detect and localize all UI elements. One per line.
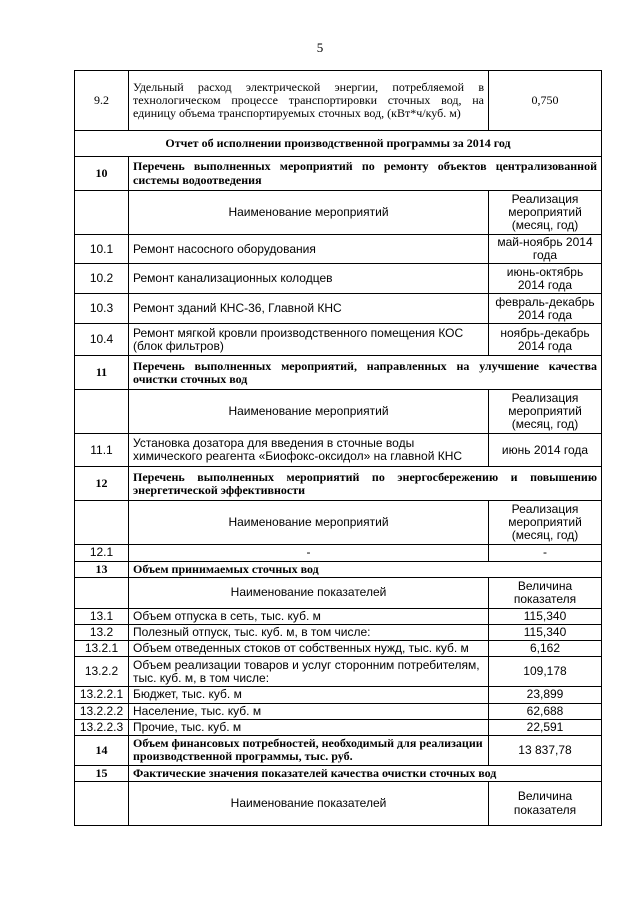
row-number: 13.2.2.2 [75,703,129,719]
column-header-name: Наименование мероприятий [129,390,489,434]
row-number: 13.1 [75,608,129,624]
section-number: 13 [75,561,129,577]
section-number: 15 [75,765,129,781]
row-value: 62,688 [489,703,602,719]
empty-cell [75,191,129,235]
section-header-row [75,131,602,157]
program-report-table [74,70,602,826]
table-row [75,545,602,561]
row-number: 10.1 [75,235,129,264]
section-title: Фактические значения показателей качества очистки сточных вод [129,765,602,781]
column-header-name: Наименование мероприятий [129,191,489,235]
table-row [75,294,602,324]
column-header-name: Наименование показателей [129,577,489,608]
row-period: июнь 2014 года [489,434,602,467]
row-value: 23,899 [489,687,602,703]
row-value: 115,340 [489,624,602,640]
row-name: Объем отпуска в сеть, тыс. куб. м [129,608,489,624]
table-row [75,641,602,657]
section-title-row [75,467,602,501]
row-period: ноябрь-декабрь 2014 года [489,324,602,356]
table-row [75,687,602,703]
column-header-name: Наименование мероприятий [129,501,489,545]
row-number: 13.2.2.1 [75,687,129,703]
column-header-implementation: Реализация мероприятий (месяц, год) [489,390,602,434]
section-title: Перечень выполненных мероприятий по ремонту объектов централизованной системы водоотведения [129,157,602,191]
column-header-row [75,191,602,235]
row-period: февраль-декабрь 2014 года [489,294,602,324]
section-title: Перечень выполненных мероприятий по энергосбережению и повышению энергетической эффективности [129,467,602,501]
row-number: 10.2 [75,264,129,294]
section-number: 10 [75,157,129,191]
row-name: Установка дозатора для введения в сточные воды химического реагента «Биофокс-оксидол» на главной КНС [129,434,489,467]
table-row [75,434,602,467]
row-name: Ремонт насосного оборудования [129,235,489,264]
section-title-row [75,157,602,191]
section-title-row [75,765,602,781]
table-row [75,324,602,356]
column-header-row [75,577,602,608]
row-name: Ремонт мягкой кровли производственного помещения КОС (блок фильтров) [129,324,489,356]
row-period: май-ноябрь 2014 года [489,235,602,264]
empty-cell [75,390,129,434]
section-title-row [75,735,602,765]
table-row [75,703,602,719]
column-header-value: Величина показателя [489,782,602,826]
table-row [75,624,602,640]
column-header-implementation: Реализация мероприятий (месяц, год) [489,501,602,545]
section-title-row [75,356,602,390]
row-number: 13.2.2.3 [75,719,129,735]
row-period: июнь-октябрь 2014 года [489,264,602,294]
row-value: 22,591 [489,719,602,735]
row-name: Объем отведенных стоков от собственных нужд, тыс. куб. м [129,641,489,657]
column-header-name: Наименование показателей [129,782,489,826]
row-value: 6,162 [489,641,602,657]
table-row [75,71,602,131]
empty-cell [75,782,129,826]
row-name: Бюджет, тыс. куб. м [129,687,489,703]
row-number: 13.2.2 [75,657,129,687]
table-row [75,657,602,687]
column-header-row [75,782,602,826]
row-period: - [489,545,602,561]
section-number: 12 [75,467,129,501]
table-row [75,608,602,624]
table-row [75,264,602,294]
row-name: - [129,545,489,561]
section-number: 11 [75,356,129,390]
column-header-implementation: Реализация мероприятий (месяц, год) [489,191,602,235]
row-name: Население, тыс. куб. м [129,703,489,719]
row-name: Ремонт канализационных колодцев [129,264,489,294]
row-description: Удельный расход электрической энергии, потребляемой в технологическом процессе транспортировки сточных вод, на единицу объема транспортируемых сточных вод, (кВт*ч/куб. м) [129,71,489,131]
row-number: 9.2 [75,71,129,131]
table-row [75,719,602,735]
row-number: 11.1 [75,434,129,467]
row-number: 12.1 [75,545,129,561]
section-number: 14 [75,735,129,765]
empty-cell [75,501,129,545]
row-name: Прочие, тыс. куб. м [129,719,489,735]
row-number: 10.4 [75,324,129,356]
row-name: Полезный отпуск, тыс. куб. м, в том числе: [129,624,489,640]
row-number: 13.2.1 [75,641,129,657]
row-value: 109,178 [489,657,602,687]
empty-cell [75,577,129,608]
table-row [75,235,602,264]
row-value: 0,750 [489,71,602,131]
page-number: 5 [316,40,324,55]
row-name: Объем реализации товаров и услуг сторонним потребителям, тыс. куб. м, в том числе: [129,657,489,687]
section-title-row [75,561,602,577]
section-title: Объем принимаемых сточных вод [129,561,602,577]
row-number: 13.2 [75,624,129,640]
section-title: Объем финансовых потребностей, необходимый для реализации производственной программы, тыс. руб. [129,735,489,765]
column-header-value: Величина показателя [489,577,602,608]
row-value: 13 837,78 [489,735,602,765]
column-header-row [75,390,602,434]
report-header: Отчет об исполнении производственной программы за 2014 год [75,131,602,157]
column-header-row [75,501,602,545]
row-name: Ремонт зданий КНС-36, Главной КНС [129,294,489,324]
section-title: Перечень выполненных мероприятий, направленных на улучшение качества очистки сточных вод [129,356,602,390]
row-value: 115,340 [489,608,602,624]
row-number: 10.3 [75,294,129,324]
